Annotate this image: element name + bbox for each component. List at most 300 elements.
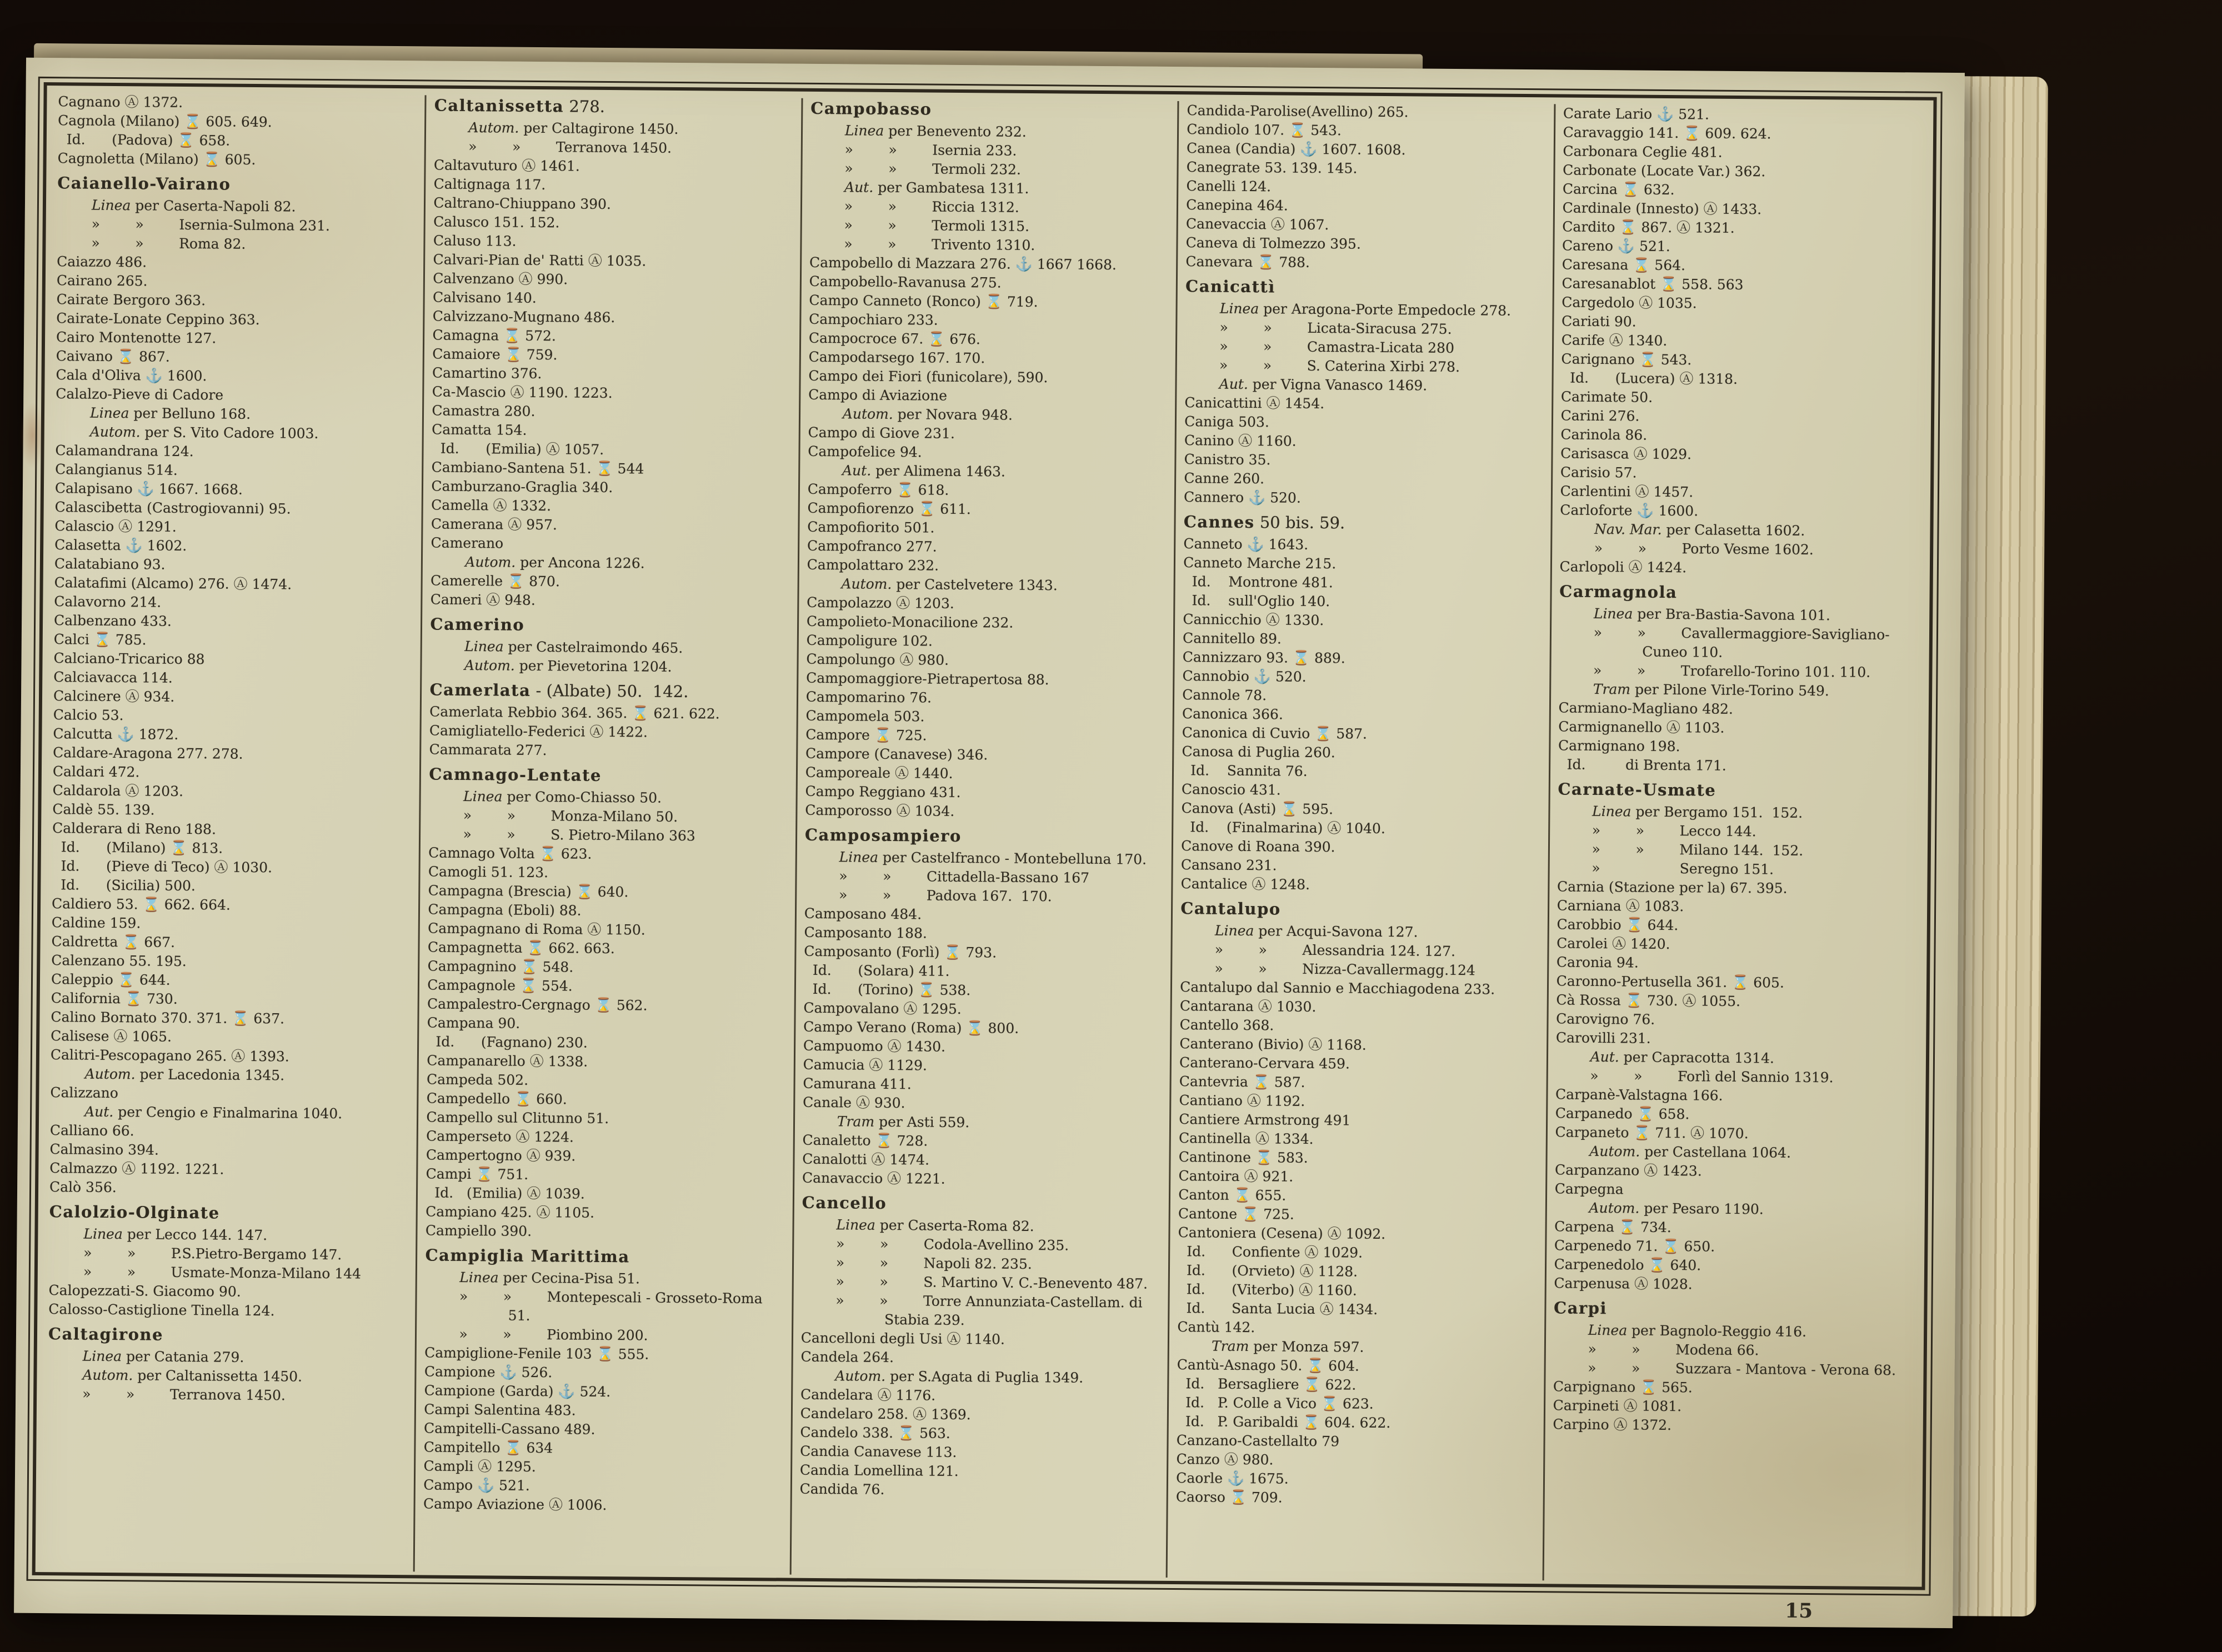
index-entry: Canino Ⓐ 1160. [1184,432,1297,449]
service-line: » » Porto Vesme 1602. [1594,539,1814,558]
index-entry: Campagnano di Roma Ⓐ 1150. [428,920,645,938]
index-entry: Camagna ⌛ 572. [432,327,557,344]
paper-page [14,58,1965,1628]
index-entry: Carlentini Ⓐ 1457. [1560,483,1694,500]
index-entry: Camigliatello-Federici Ⓐ 1422. [429,722,648,740]
service-line: Autom. per Pesaro 1190. [1589,1199,1764,1218]
index-entry: Canzano-Castellalto 79 [1176,1432,1340,1450]
service-line: » » Lecco 144. [1592,822,1756,840]
column-1 [39,92,425,1571]
service-line: » » Trofarello-Torino 101. 110. [1593,662,1871,680]
index-entry: Camnago Volta ⌛ 623. [428,844,592,862]
index-entry: Canterano (Bivio) Ⓐ 1168. [1179,1035,1367,1053]
index-entry: Id. Montrone 481. [1183,573,1333,591]
index-entry: Calavorno 214. [54,593,162,610]
index-entry: Canicattini Ⓐ 1454. [1184,394,1325,412]
index-entry: Id. (Sicilia) 500. [52,877,196,894]
index-entry: Caldè 55. 139. [52,801,155,818]
index-entry: Calcutta ⚓ 1872. [53,725,179,743]
section-heading: Caltagirone [48,1324,164,1344]
index-entry: Id. Santa Lucia Ⓐ 1434. [1177,1300,1378,1318]
index-entry: Campore ⌛ 725. [805,726,927,744]
service-line: Nav. Mar. per Calasetta 1602. [1594,520,1805,539]
service-line: » » P.S.Pietro-Bergamo 147. [83,1244,342,1263]
index-entry: Calatabiano 93. [54,555,166,573]
index-entry: Caldiero 53. ⌛ 662. 664. [51,895,231,913]
service-line: Autom. per S. Vito Cadore 1003. [89,423,319,442]
index-entry: Camatta 154. [432,421,527,438]
index-entry: Id. (Milano) ⌛ 813. [52,839,223,857]
outer-rule-frame [27,77,1943,1596]
column-2 [413,95,801,1574]
index-entry: Calusco 151. 152. [433,213,560,231]
index-entry: Calenzano 55. 195. [51,952,187,970]
service-line: » » S. Martino V. C.-Benevento 487. [835,1273,1148,1292]
index-entry: Cambiano-Santena 51. ⌛ 544 [431,459,644,477]
index-entry: Id. (Orvieto) Ⓐ 1128. [1178,1262,1358,1280]
index-entry: Carloforte ⚓ 1600. [1560,502,1699,519]
section-heading: Cannes 50 bis. 59. [1183,512,1345,533]
index-entry: Calliano 66. [49,1122,134,1139]
section-heading: Carmagnola [1559,582,1678,602]
index-entry: Carmiano-Magliano 482. [1558,699,1734,717]
service-line: Autom. per Lacedonia 1345. [84,1065,285,1084]
index-entry: Id. (Viterbo) Ⓐ 1160. [1177,1281,1357,1299]
index-entry: Canton ⌛ 655. [1178,1187,1287,1204]
service-line: Aut. per Cengio e Finalmarina 1040. [84,1103,343,1122]
index-entry: Camogli 51. 123. [428,863,549,881]
index-entry: Camaiore ⌛ 759. [432,346,558,363]
service-line: Linea per Bra-Bastia-Savona 101. [1593,605,1831,624]
index-entry: Campagnetta ⌛ 662. 663. [427,939,615,957]
index-entry: Calascibetta (Castrogiovanni) 95. [54,499,291,517]
index-entry: Caluso 113. [433,232,517,249]
index-entry: Camposanto 188. [804,924,927,942]
section-heading: Camerino [430,614,525,634]
service-line: Aut. per Capracotta 1314. [1590,1048,1775,1067]
index-entry: Carlopoli Ⓐ 1424. [1559,558,1687,576]
index-entry: Calalzo-Pieve di Cadore [56,386,224,403]
index-entry: Camucia Ⓐ 1129. [803,1056,927,1074]
index-entry: Cardito ⌛ 867. Ⓐ 1321. [1562,218,1735,236]
index-entry: Canepina 464. [1186,197,1288,214]
index-columns [39,92,1930,1583]
index-entry: Caravaggio 141. ⌛ 609. 624. [1563,124,1771,142]
index-entry: Carignano ⌛ 543. [1561,351,1692,368]
index-entry: Cannero ⚓ 520. [1184,489,1301,506]
index-entry: Cantinella Ⓐ 1334. [1178,1130,1314,1148]
index-entry: Cantone ⌛ 725. [1178,1205,1294,1223]
index-entry: Canevara ⌛ 788. [1185,253,1310,271]
index-entry: Cagnoletta (Milano) ⌛ 605. [57,150,256,168]
index-entry: Campo Reggiano 431. [805,783,961,801]
index-entry: Caorso ⌛ 709. [1175,1489,1283,1506]
index-entry: Campovalano Ⓐ 1295. [803,999,962,1018]
index-entry: Cantarana Ⓐ 1030. [1179,998,1317,1015]
index-entry: Caniga 503. [1184,413,1269,430]
column-5 [1542,104,1930,1583]
service-line: Linea per Caserta-Roma 82. [836,1217,1034,1235]
index-entry: Calitri-Pescopagano 265. Ⓐ 1393. [50,1047,289,1065]
index-entry: Carimate 50. [1560,388,1653,406]
service-line: Linea per Catania 279. [82,1348,244,1365]
index-entry: Camporeale Ⓐ 1440. [805,764,953,782]
index-entry: Canaletto ⌛ 728. [802,1132,928,1149]
index-entry: Candia Canavese 113. [800,1443,957,1460]
service-line: Linea per Acqui-Savona 127. [1214,922,1418,940]
index-entry: Id. (Finalmarina) Ⓐ 1040. [1181,819,1385,837]
index-entry: Campli Ⓐ 1295. [423,1458,536,1475]
service-line: Linea per Caserta-Napoli 82. [91,197,296,215]
index-entry: Campolattaro 232. [807,556,939,574]
service-line: Autom. per Castelvetere 1343. [841,575,1058,594]
index-entry: Canale Ⓐ 930. [803,1094,905,1112]
index-entry: Carpanzano Ⓐ 1423. [1554,1162,1702,1179]
index-entry: Cantù 142. [1177,1319,1255,1336]
index-entry: Calvisano 140. [432,289,537,306]
index-entry: Cannole 78. [1182,687,1267,704]
service-line: Tram per Asti 559. [837,1113,970,1131]
service-line: » » Monza-Milano 50. [463,807,678,825]
index-entry: Campiano 425. Ⓐ 1105. [426,1203,595,1221]
index-entry: Carniana Ⓐ 1083. [1557,897,1684,915]
index-entry: Camerelle ⌛ 870. [430,572,560,590]
index-entry: Campomela 503. [805,707,925,725]
index-entry: Campofiorito 501. [807,518,935,536]
index-entry: Carpanedo ⌛ 658. [1555,1105,1690,1123]
section-heading: Cantalupo [1180,899,1281,919]
service-line: » » Isernia-Sulmona 231. [91,216,331,234]
service-line: Linea per Cecina-Pisa 51. [459,1269,640,1287]
service-line: Linea per Belluno 168. [89,404,251,422]
index-entry: Carpanè-Valstagna 166. [1555,1086,1723,1104]
service-line: » » Napoli 82. 235. [835,1254,1032,1273]
scanned-book-page [14,58,2048,1629]
index-entry: Carinola 86. [1560,426,1648,443]
index-entry: Cannicchio Ⓐ 1330. [1183,611,1324,629]
service-line: » » Montepescali - Grosseto-Roma 51. [459,1288,767,1324]
section-heading: Camerlata - (Albate) 50. 142. [429,680,689,702]
service-line: » » Usmate-Monza-Milano 144 [83,1263,362,1282]
service-line: Autom. per Ancona 1226. [465,553,645,572]
index-entry: Caresanablot ⌛ 558. 563 [1562,275,1744,293]
index-entry: Carovilli 231. [1555,1029,1651,1047]
index-entry: Cantalupo dal Sannio e Macchiagodena 233. [1180,979,1495,998]
index-entry: Candelaro 258. Ⓐ 1369. [800,1405,971,1423]
index-entry: Campo di Aviazione [808,386,948,404]
index-entry: Campo Canneto (Ronco) ⌛ 719. [809,292,1038,311]
index-entry: Campolazzo Ⓐ 1203. [807,594,954,612]
index-entry: Candida 76. [799,1480,885,1498]
service-line: Linea per Bagnolo-Reggio 416. [1588,1321,1807,1340]
index-entry: Campo di Giove 231. [808,424,955,442]
index-entry: Canea (Candia) ⚓ 1607. 1608. [1186,140,1406,158]
index-entry: Id. di Brenta 171. [1558,756,1726,774]
index-entry: Canegrate 53. 139. 145. [1186,159,1358,177]
index-entry: Id. (Torino) ⌛ 538. [803,980,971,999]
service-line: » » Torre Annunziata-Castellam. di Stabia 239. [835,1292,1147,1329]
index-entry: Cairo Montenotte 127. [56,329,217,347]
service-line: » » Licata-Siracusa 275. [1219,319,1452,337]
index-entry: Campione ⚓ 526. [424,1363,553,1381]
index-entry: Canelli 124. [1186,178,1272,195]
index-entry: Camposanto (Forlì) ⌛ 793. [804,943,997,961]
index-entry: Caronia 94. [1556,954,1639,971]
index-entry: Caivano ⌛ 867. [56,348,170,365]
index-entry: Campagnino ⌛ 548. [427,958,574,975]
index-entry: Cannizzaro 93. ⌛ 889. [1182,649,1345,667]
index-entry: Carolei Ⓐ 1420. [1557,935,1670,953]
index-entry: Calciano-Tricarico 88 [53,650,205,668]
index-entry: Cantinone ⌛ 583. [1178,1149,1308,1166]
index-entry: Cantoira Ⓐ 921. [1178,1168,1294,1185]
index-entry: Calisese Ⓐ 1065. [51,1028,172,1045]
index-entry: Carcina ⌛ 632. [1562,181,1675,198]
index-entry: Candiolo 107. ⌛ 543. [1187,121,1342,139]
service-line: Linea per Castelraimondo 465. [464,638,683,657]
index-entry: Caltrano-Chiuppano 390. [433,194,612,213]
index-entry: Carmignanello Ⓐ 1103. [1558,718,1725,736]
index-entry: Caiazzo 486. [57,253,147,271]
index-entry: Carmignano 198. [1558,737,1680,755]
index-entry: Id. (Padova) ⌛ 658. [57,131,231,149]
index-entry: Cantoniera (Cesena) Ⓐ 1092. [1178,1224,1386,1243]
index-entry: Camerano [431,534,504,552]
service-line: » » S. Caterina Xirbi 278. [1219,357,1460,376]
index-entry: Cantiere Armstrong 491 [1179,1111,1351,1129]
service-line: » » Camastra-Licata 280 [1219,338,1455,356]
index-entry: Canove di Roana 390. [1181,838,1335,855]
index-entry: Id. P. Garibaldi ⌛ 604. 622. [1176,1413,1391,1431]
index-entry: Calciavacca 114. [53,669,173,686]
service-line: » » Roma 82. [91,234,246,252]
index-entry: Camartino 376. [432,364,542,382]
section-heading: Campobasso [810,98,932,119]
section-heading: Camnago-Lentate [429,764,602,785]
service-line: Autom. per Castellana 1064. [1589,1143,1791,1161]
service-line: » » Modena 66. [1588,1340,1759,1359]
index-entry: Calizzano [50,1084,118,1102]
index-entry: Canalotti Ⓐ 1474. [802,1150,930,1168]
index-entry: Canzo Ⓐ 980. [1176,1451,1274,1468]
index-entry: Campoligure 102. [806,632,933,649]
index-entry: Calcinere Ⓐ 934. [53,688,175,705]
index-entry: Campofiorenzo ⌛ 611. [807,499,971,518]
inner-rule-frame [32,82,1937,1590]
section-heading: Carnate-Usmate [1558,779,1716,800]
section-heading: Caltanissetta 278. [434,96,605,116]
index-entry: Carnia (Stazione per la) 67. 395. [1557,878,1788,897]
index-entry: Campofranco 277. [807,537,937,555]
service-line: Autom. per S.Agata di Puglia 1349. [835,1368,1084,1386]
index-entry: Carife Ⓐ 1340. [1561,332,1668,349]
service-line: » » Terranova 1450. [82,1385,286,1404]
service-line: » » Nizza-Cavallermagg.124 [1214,960,1475,979]
index-entry: Campo dei Fiori (funicolare), 590. [808,367,1048,386]
index-entry: Id. Sannita 76. [1182,762,1308,779]
index-entry: Canterano-Cervara 459. [1179,1054,1350,1072]
index-entry: Id. Bersagliere ⌛ 622. [1177,1375,1357,1393]
index-entry: Cagnano Ⓐ 1372. [58,93,183,111]
index-entry: Campoferro ⌛ 618. [807,480,949,498]
index-entry: Campalestro-Cergnago ⌛ 562. [427,995,648,1014]
index-entry: Carpegna [1554,1180,1624,1198]
index-entry: Cardinale (Innesto) Ⓐ 1433. [1562,199,1762,218]
index-entry: Caneva di Tolmezzo 395. [1185,234,1361,252]
service-line: Linea per Como-Chiasso 50. [463,788,662,806]
index-entry: Caronno-Pertusella 361. ⌛ 605. [1556,973,1784,991]
index-entry: Campi ⌛ 751. [426,1165,529,1183]
index-entry: Camerana Ⓐ 957. [431,515,557,533]
index-entry: Calcio 53. [53,707,124,724]
index-entry: Canneto Marche 215. [1183,554,1337,572]
index-entry: Calopezzati-S. Giacomo 90. [48,1282,241,1300]
index-entry: Campitelli-Cassano 489. [423,1420,595,1438]
index-entry: Carisio 57. [1560,464,1637,481]
index-entry: Id. (Pieve di Teco) Ⓐ 1030. [52,858,273,876]
service-line: » » Isernia 233. [844,141,1017,159]
service-line: Autom. per Pievetorina 1204. [464,657,672,675]
index-entry: Ca-Mascio Ⓐ 1190. 1223. [432,383,613,402]
index-entry: Camburzano-Graglia 340. [431,478,613,496]
index-entry: Camperseto Ⓐ 1224. [426,1128,574,1145]
index-entry: Campomarino 76. [805,688,932,706]
section-heading: Cancello [802,1193,887,1213]
service-line: » » Alessandria 124. 127. [1214,941,1456,960]
index-entry: Camella Ⓐ 1332. [431,497,552,514]
index-entry: Cala d'Oliva ⚓ 1600. [56,367,207,384]
index-entry: Caldare-Aragona 277. 278. [53,744,243,762]
service-line: » » Cavallermaggiore-Savigliano-Cuneo 110. [1593,624,1890,660]
index-entry: Cairate-Lonate Ceppino 363. [56,310,260,328]
index-entry: Campello sul Clitunno 51. [426,1109,609,1127]
service-line: Linea per Aragona-Porte Empedocle 278. [1219,300,1512,319]
service-line: » » S. Pietro-Milano 363 [463,825,695,844]
index-entry: Carini 276. [1560,407,1640,424]
index-entry: Camastra 280. [432,402,536,419]
index-entry: Campedello ⌛ 660. [426,1090,567,1108]
index-entry: Canonica 366. [1182,705,1283,723]
index-entry: Calatafimi (Alcamo) 276. Ⓐ 1474. [54,574,292,593]
service-line: » » Cittadella-Bassano 167 [839,868,1090,886]
index-entry: Calderara di Reno 188. [52,820,217,838]
index-entry: Camporosso Ⓐ 1034. [805,802,955,819]
index-entry: Cammarata 277. [429,741,547,759]
index-entry: Campagna (Brescia) ⌛ 640. [428,882,629,900]
index-entry: Calasetta ⚓ 1602. [54,537,187,554]
index-entry: Candelara Ⓐ 1176. [800,1386,936,1404]
index-entry: Canosa di Puglia 260. [1182,743,1335,761]
index-entry: Id. (Fagnano) 230. [427,1033,588,1051]
service-line: Linea per Bergamo 151. 152. [1592,803,1803,821]
index-entry: Id. (Emilia) Ⓐ 1057. [431,440,604,458]
section-heading: Canicattì [1185,277,1275,297]
service-line: » » Termoli 232. [844,160,1022,178]
index-entry: Calapisano ⚓ 1667. 1668. [54,480,243,498]
index-entry: Campitello ⌛ 634 [423,1439,553,1456]
index-entry: Calvari-Pian de' Ratti Ⓐ 1035. [433,251,647,269]
service-line: Linea per Benevento 232. [844,122,1027,140]
service-line: Aut. per Gambatesa 1311. [844,179,1029,197]
index-entry: Cagnola (Milano) ⌛ 605. 649. [58,112,272,131]
index-entry: Carisasca Ⓐ 1029. [1560,445,1692,463]
index-entry: Calmazzo Ⓐ 1192. 1221. [49,1160,224,1178]
service-line: Autom. per Caltagirone 1450. [468,119,679,137]
index-entry: Campobello di Mazzara 276. ⚓ 1667 1668. [809,254,1117,273]
service-line: » » Suzzara - Mantova - Verona 68. [1588,1359,1896,1379]
index-entry: Campiello 390. [425,1222,532,1239]
index-entry: Cancelloni degli Usi Ⓐ 1140. [800,1329,1005,1348]
index-entry: Caldarola Ⓐ 1203. [52,782,184,800]
service-line: » » Trivento 1310. [844,236,1035,254]
service-line: » » Terranova 1450. [468,138,672,156]
service-line: » » Padova 167. 170. [838,887,1052,905]
index-entry: Campo Verano (Roma) ⌛ 800. [803,1018,1019,1037]
index-entry: Carpena ⌛ 734. [1554,1218,1671,1236]
index-entry: Cantiano Ⓐ 1192. [1179,1092,1305,1109]
index-entry: Campeda 502. [426,1071,529,1088]
index-entry: Calino Bornato 370. 371. ⌛ 637. [51,1009,285,1027]
index-entry: Carpenedolo ⌛ 640. [1554,1256,1701,1274]
service-line: Linea per Lecco 144. 147. [83,1225,268,1244]
index-entry: Id. (Solara) 411. [803,962,950,979]
index-entry: Id. Confiente Ⓐ 1029. [1178,1243,1363,1261]
index-entry: Id. (Emilia) Ⓐ 1039. [426,1184,585,1202]
index-entry: Calascio Ⓐ 1291. [54,518,177,535]
index-entry: Cairano 265. [56,272,148,289]
index-entry: Cariati 90. [1561,313,1637,330]
index-entry: Calvenzano Ⓐ 990. [433,270,568,288]
index-entry: Cargedolo Ⓐ 1035. [1562,294,1697,312]
index-entry: Caleppio ⌛ 644. [51,971,171,988]
index-entry: Campuomo Ⓐ 1430. [803,1037,946,1055]
service-line: » Seregno 151. [1592,859,1774,878]
service-line: » » Piombino 200. [459,1325,648,1344]
index-entry: Campione (Garda) ⚓ 524. [424,1382,611,1400]
index-entry: Calamandrana 124. [55,442,194,460]
index-entry: Canova (Asti) ⌛ 595. [1181,800,1334,818]
index-entry: Carpineti Ⓐ 1081. [1553,1397,1682,1415]
index-entry: Caldari 472. [52,763,140,780]
index-entry: Campagna (Eboli) 88. [428,901,582,919]
index-entry: Carbonate (Locate Var.) 362. [1563,162,1766,180]
service-line: Tram per Monza 597. [1212,1338,1364,1355]
index-entry: Calmasino 394. [49,1141,159,1158]
index-entry: Calvizzano-Mugnano 486. [432,308,615,326]
index-entry: Campomaggiore-Pietrapertosa 88. [806,669,1049,688]
index-entry: Campobello-Ravanusa 275. [809,273,1002,291]
index-entry: Calosso-Castiglione Tinella 124. [48,1301,275,1319]
index-entry: Carpino Ⓐ 1372. [1553,1416,1672,1434]
index-entry: Candia Lomellina 121. [799,1461,959,1480]
index-entry: Cà Rossa ⌛ 730. Ⓐ 1055. [1556,992,1741,1010]
service-line: » » Forlì del Sannio 1319. [1590,1067,1834,1086]
index-entry: Carobbio ⌛ 644. [1557,916,1679,934]
index-entry: Id. sull'Oglio 140. [1183,592,1330,610]
index-entry: Cantello 368. [1179,1017,1274,1034]
index-entry: Campi Salentina 483. [424,1401,576,1419]
index-entry: Canonica di Cuvio ⌛ 587. [1182,724,1368,742]
index-entry: Calò 356. [49,1179,117,1196]
index-entry: Caresana ⌛ 564. [1562,256,1686,274]
index-entry: Caltavuturo Ⓐ 1461. [433,157,580,174]
index-entry: Carpenusa Ⓐ 1028. [1554,1275,1693,1293]
index-entry: Cantalice Ⓐ 1248. [1180,875,1310,893]
index-entry: Calbenzano 433. [53,612,172,629]
index-entry: Caorle ⚓ 1675. [1176,1470,1289,1487]
index-entry: Careno ⚓ 521. [1562,237,1670,255]
index-entry: Caldretta ⌛ 667. [51,933,176,950]
